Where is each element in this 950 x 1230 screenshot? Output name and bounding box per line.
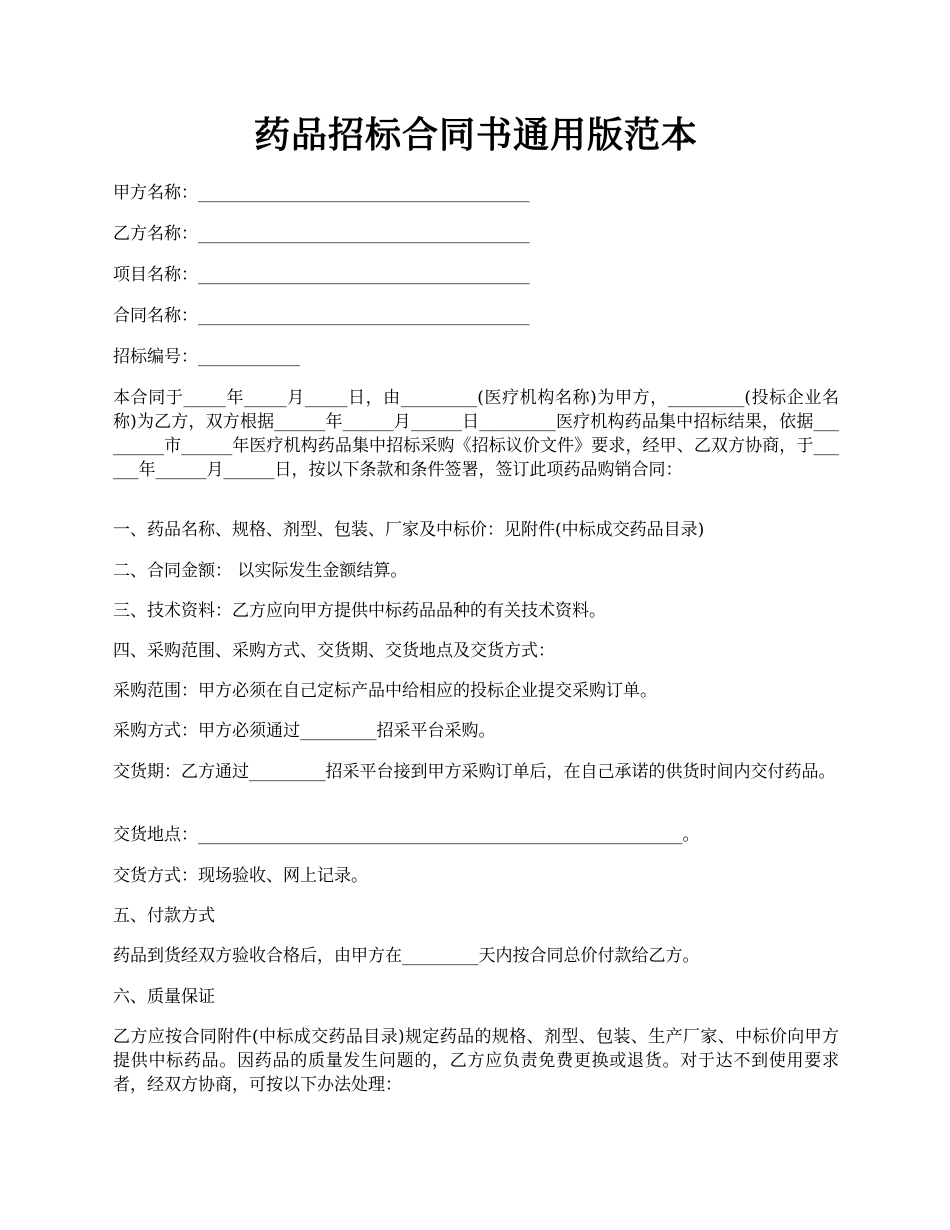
clause-quality: 乙方应按合同附件(中标成交药品目录)规定药品的规格、剂型、包装、生产厂家、中标价向甲方提供中标药品。因药品的质量发生问题的，乙方应负责免费更换或退货。对于达不到使用要求者，经双方协商，可按以下办法处理： (113, 1027, 839, 1095)
document-title: 药品招标合同书通用版范本 (253, 114, 698, 156)
field-party-a: 甲方名称：_______________________________________ (113, 183, 530, 203)
clause-delivery-location: 交货地点：_________________________________________________________。 (113, 825, 700, 845)
clause-delivery-method: 交货方式：现场验收、网上记录。 (113, 866, 368, 886)
clause-1: 一、药品名称、规格、剂型、包装、厂家及中标价：见附件(中标成交药品目录) (113, 520, 705, 540)
clause-procurement-method: 采购方式：甲方必须通过_________招采平台采购。 (113, 721, 496, 741)
field-contract-name: 合同名称：_______________________________________ (113, 306, 530, 326)
field-project-name: 项目名称：_______________________________________ (113, 265, 530, 285)
field-party-b: 乙方名称：_______________________________________ (113, 224, 530, 244)
clause-procurement-scope: 采购范围：甲方必须在自己定标产品中给相应的投标企业提交采购订单。 (113, 681, 657, 701)
clause-3: 三、技术资料：乙方应向甲方提供中标药品品种的有关技术资料。 (113, 601, 606, 621)
field-tender-number: 招标编号：____________ (113, 347, 300, 367)
clause-delivery-period: 交货期：乙方通过_________招采平台接到甲方采购订单后，在自己承诺的供货时间内交付药品。 (113, 762, 836, 782)
clause-payment: 药品到货经双方验收合格后，由甲方在_________天内按合同总价付款给乙方。 (113, 946, 700, 966)
clause-5-heading: 五、付款方式 (113, 906, 215, 926)
clause-6-heading: 六、质量保证 (113, 987, 215, 1007)
intro-paragraph: 本合同于_____年_____月_____日，由_________(医疗机构名称)为甲方，_________(投标企业名称)为乙方，双方根据______年______月______日_________医疗机构药品集中招标结果，依据_________市______年医疗机构药品集中招标采购《招标议价文件》要求，经甲、乙双方协商，于______年______月______日，按以下条款和条件签署，签订此项药品购销合同： (113, 388, 839, 480)
clause-4: 四、采购范围、采购方式、交货期、交货地点及交货方式： (113, 641, 555, 661)
clause-2: 二、合同金额： 以实际发生金额结算。 (113, 561, 408, 581)
